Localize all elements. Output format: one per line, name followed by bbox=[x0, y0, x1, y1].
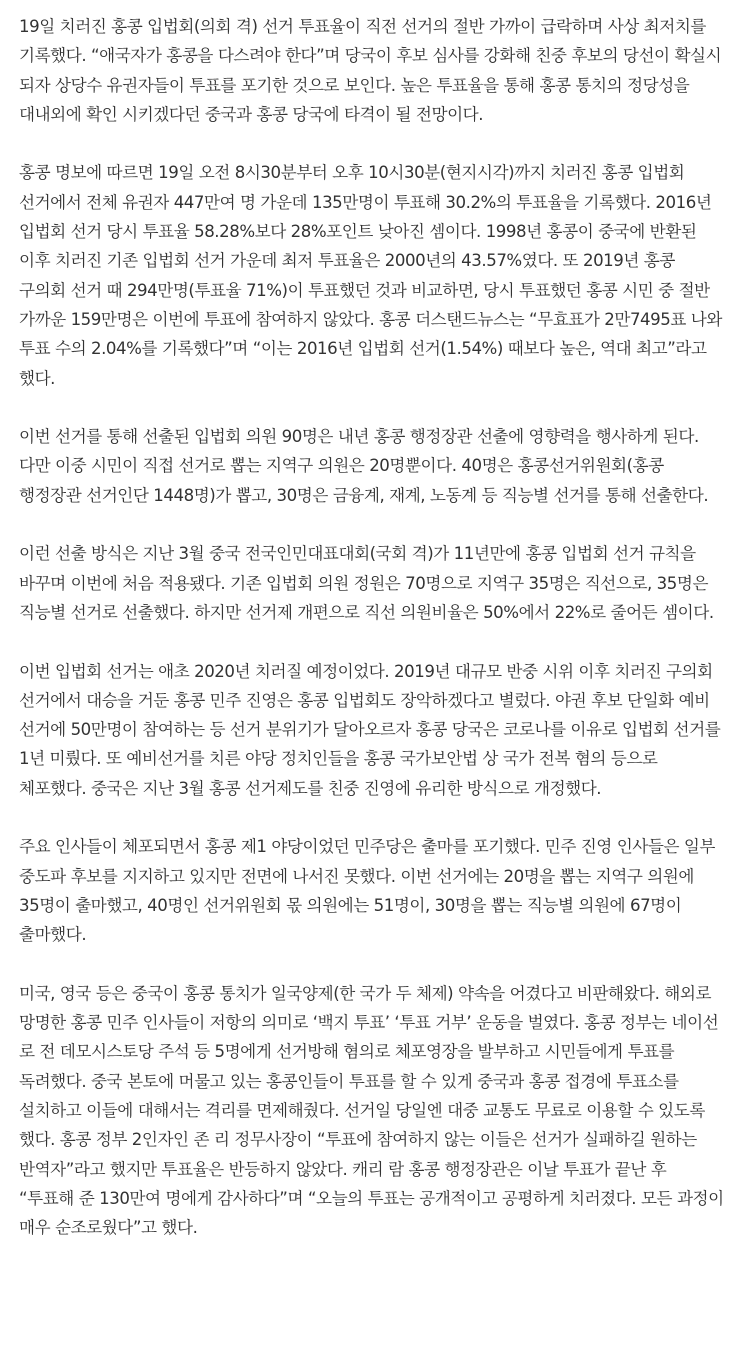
article-paragraph: 이번 선거를 통해 선출된 입법회 의원 90명은 내년 홍콩 행정장관 선출에 영향력을 행사하게 된다. 다만 이중 시민이 직접 선거로 뽑는 지역구 의원은 20명뿐이다. 40명은 홍콩선거위원회(홍콩 행정장관 선거인단 1448명)가 뽑고, 30명은 금융계, 재계, 노동계 등 직능별 선거를 통해 선출한다. bbox=[19, 427, 709, 505]
article-paragraph: 이런 선출 방식은 지난 3월 중국 전국인민대표대회(국회 격)가 11년만에 홍콩 입법회 선거 규칙을 바꾸며 이번에 처음 적용됐다. 기존 입법회 의원 정원은 70명으로 지역구 35명은 직선으로, 35명은 직능별 선거로 선출했다. 하지만 선거제 개편으로 직선 의원비율은 50%에서 22%로 줄어든 셈이다. bbox=[19, 544, 714, 622]
article-paragraph: 미국, 영국 등은 중국이 홍콩 통치가 일국양제(한 국가 두 체제) 약속을 어겼다고 비판해왔다. 해외로 망명한 홍콩 민주 인사들이 저항의 의미로 ‘백지 투표’ ‘투표 거부’ 운동을 벌였다. 홍콩 정부는 네이선 로 전 데모시스토당 주석 등 5명에게 선거방해 혐의로 체포영장을 발부하고 시민들에게 투표를 독려했다. 중국 본토에 머물고 있는 홍콩인들이 투표를 할 수 있게 중국과 홍콩 접경에 투표소를 설치하고 이들에 대해서는 격리를 면제해줬다. 선거일 당일엔 대중 교통도 무료로 이용할 수 있도록 했다. 홍콩 정부 2인자인 존 리 정무사장이 “투표에 참여하지 않는 이들은 선거가 실패하길 원하는 반역자”라고 했지만 투표율은 반등하지 않았다. 캐리 람 홍콩 행정장관은 이날 투표가 끝난 후 “투표해 준 130만여 명에게 감사하다”며 “오늘의 투표는 공개적이고 공평하게 치러졌다. 모든 과정이 매우 순조로웠다”고 했다. bbox=[19, 983, 724, 1238]
article-paragraph: 주요 인사들이 체포되면서 홍콩 제1 야당이었던 민주당은 출마를 포기했다. 민주 진영 인사들은 일부 중도파 후보를 지지하고 있지만 전면에 나서진 못했다. 이번 선거에는 20명을 뽑는 지역구 의원에 35명이 출마했고, 40명인 선거위원회 몫 의원에는 51명이, 30명을 뽑는 직능별 의원에 67명이 출마했다. bbox=[19, 837, 716, 945]
article-paragraph: 이번 입법회 선거는 애초 2020년 치러질 예정이었다. 2019년 대규모 반중 시위 이후 치러진 구의회 선거에서 대승을 거둔 홍콩 민주 진영은 홍콩 입법회도 장악하겠다고 별렀다. 야권 후보 단일화 예비 선거에 50만명이 참여하는 등 선거 분위기가 달아오르자 홍콩 당국은 코로나를 이유로 입법회 선거를 1년 미뤘다. 또 예비선거를 치른 야당 정치인들을 홍콩 국가보안법 상 국가 전복 혐의 등으로 체포했다. 중국은 지난 3월 홍콩 선거제도를 친중 진영에 유리한 방식으로 개정했다. bbox=[19, 661, 721, 798]
article-paragraph: 19일 치러진 홍콩 입법회(의회 격) 선거 투표율이 직전 선거의 절반 가까이 급락하며 사상 최저치를 기록했다. “애국자가 홍콩을 다스려야 한다”며 당국이 후보 심사를 강화해 친중 후보의 당선이 확실시 되자 상당수 유권자들이 투표를 포기한 것으로 보인다. 높은 투표율을 통해 홍콩 통치의 정당성을 대내외에 확인 시키겠다던 중국과 홍콩 당국에 타격이 될 전망이다. bbox=[19, 17, 722, 124]
article-paragraph: 홍콩 명보에 따르면 19일 오전 8시30분부터 오후 10시30분(현지시각)까지 치러진 홍콩 입법회 선거에서 전체 유권자 447만여 명 가운데 135만명이 투표해 30.2%의 투표율을 기록했다. 2016년 입법회 선거 당시 투표율 58.28%보다 28%포인트 낮아진 셈이다. 1998년 홍콩이 중국에 반환된 이후 치러진 기존 입법회 선거 가운데 최저 투표율은 2000년의 43.57%였다. 또 2019년 홍콩 구의회 선거 때 294만명(투표율 71%)이 투표했던 것과 비교하면, 당시 투표했던 홍콩 시민 중 절반 가까운 159만명은 이번에 투표에 참여하지 않았다. 홍콩 더스탠드뉴스는 “무효표가 2만7495표 나와 투표 수의 2.04%를 기록했다”며 “이는 2016년 입법회 선거(1.54%) 때보다 높은, 역대 최고”라고 했다. bbox=[19, 163, 722, 388]
